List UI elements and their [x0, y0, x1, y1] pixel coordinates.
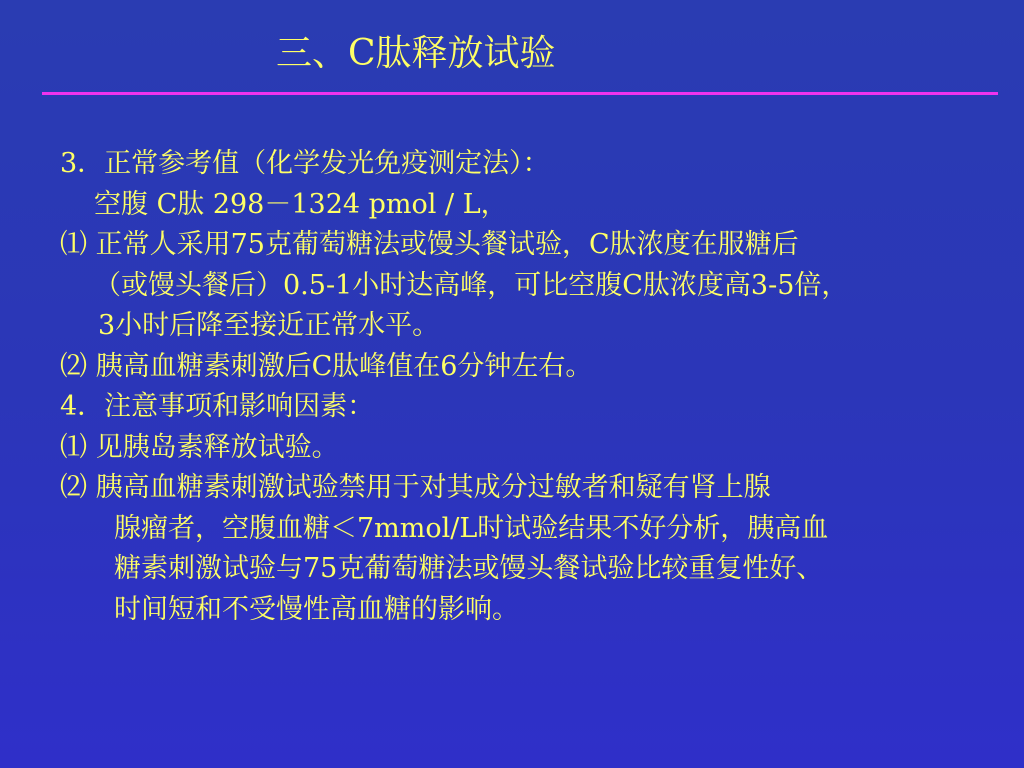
- item-1-line-1: ⑴ 正常人采用75克葡萄糖法或馒头餐试验，C肽浓度在服糖后: [60, 229, 799, 260]
- item-1-line-3: 3小时后降至接近正常水平。: [98, 310, 440, 341]
- item-1-line-2: （或馒头餐后）0.5-1小时达高峰，可比空腹C肽浓度高3-5倍，: [94, 269, 849, 301]
- note-1-line-1: ⑴ 见胰岛素释放试验。: [60, 431, 339, 463]
- slide-title: 三、C肽释放试验: [276, 33, 556, 74]
- item-2-line-1: ⑵ 胰高血糖素刺激后C肽峰值在6分钟左右。: [60, 350, 593, 382]
- note-2-line-2: 腺瘤者，空腹血糖＜7mmol/L时试验结果不好分析，胰高血: [114, 512, 829, 544]
- fasting-reference-value: 空腹 C肽 298－1324 pmol / L，: [94, 188, 508, 220]
- note-2-line-1: ⑵ 胰高血糖素刺激试验禁用于对其成分过敏者和疑有肾上腺: [60, 472, 771, 503]
- section-4-heading: 4．注意事项和影响因素：: [60, 391, 375, 422]
- title-underline: [42, 92, 998, 95]
- section-3-heading: 3．正常参考值（化学发光免疫测定法）：: [60, 148, 550, 179]
- slide-body: [60, 144, 1010, 630]
- note-2-line-4: 时间短和不受慢性高血糖的影响。: [114, 593, 519, 625]
- note-2-line-3: 糖素刺激试验与75克葡萄糖法或馒头餐试验比较重复性好、: [114, 553, 824, 584]
